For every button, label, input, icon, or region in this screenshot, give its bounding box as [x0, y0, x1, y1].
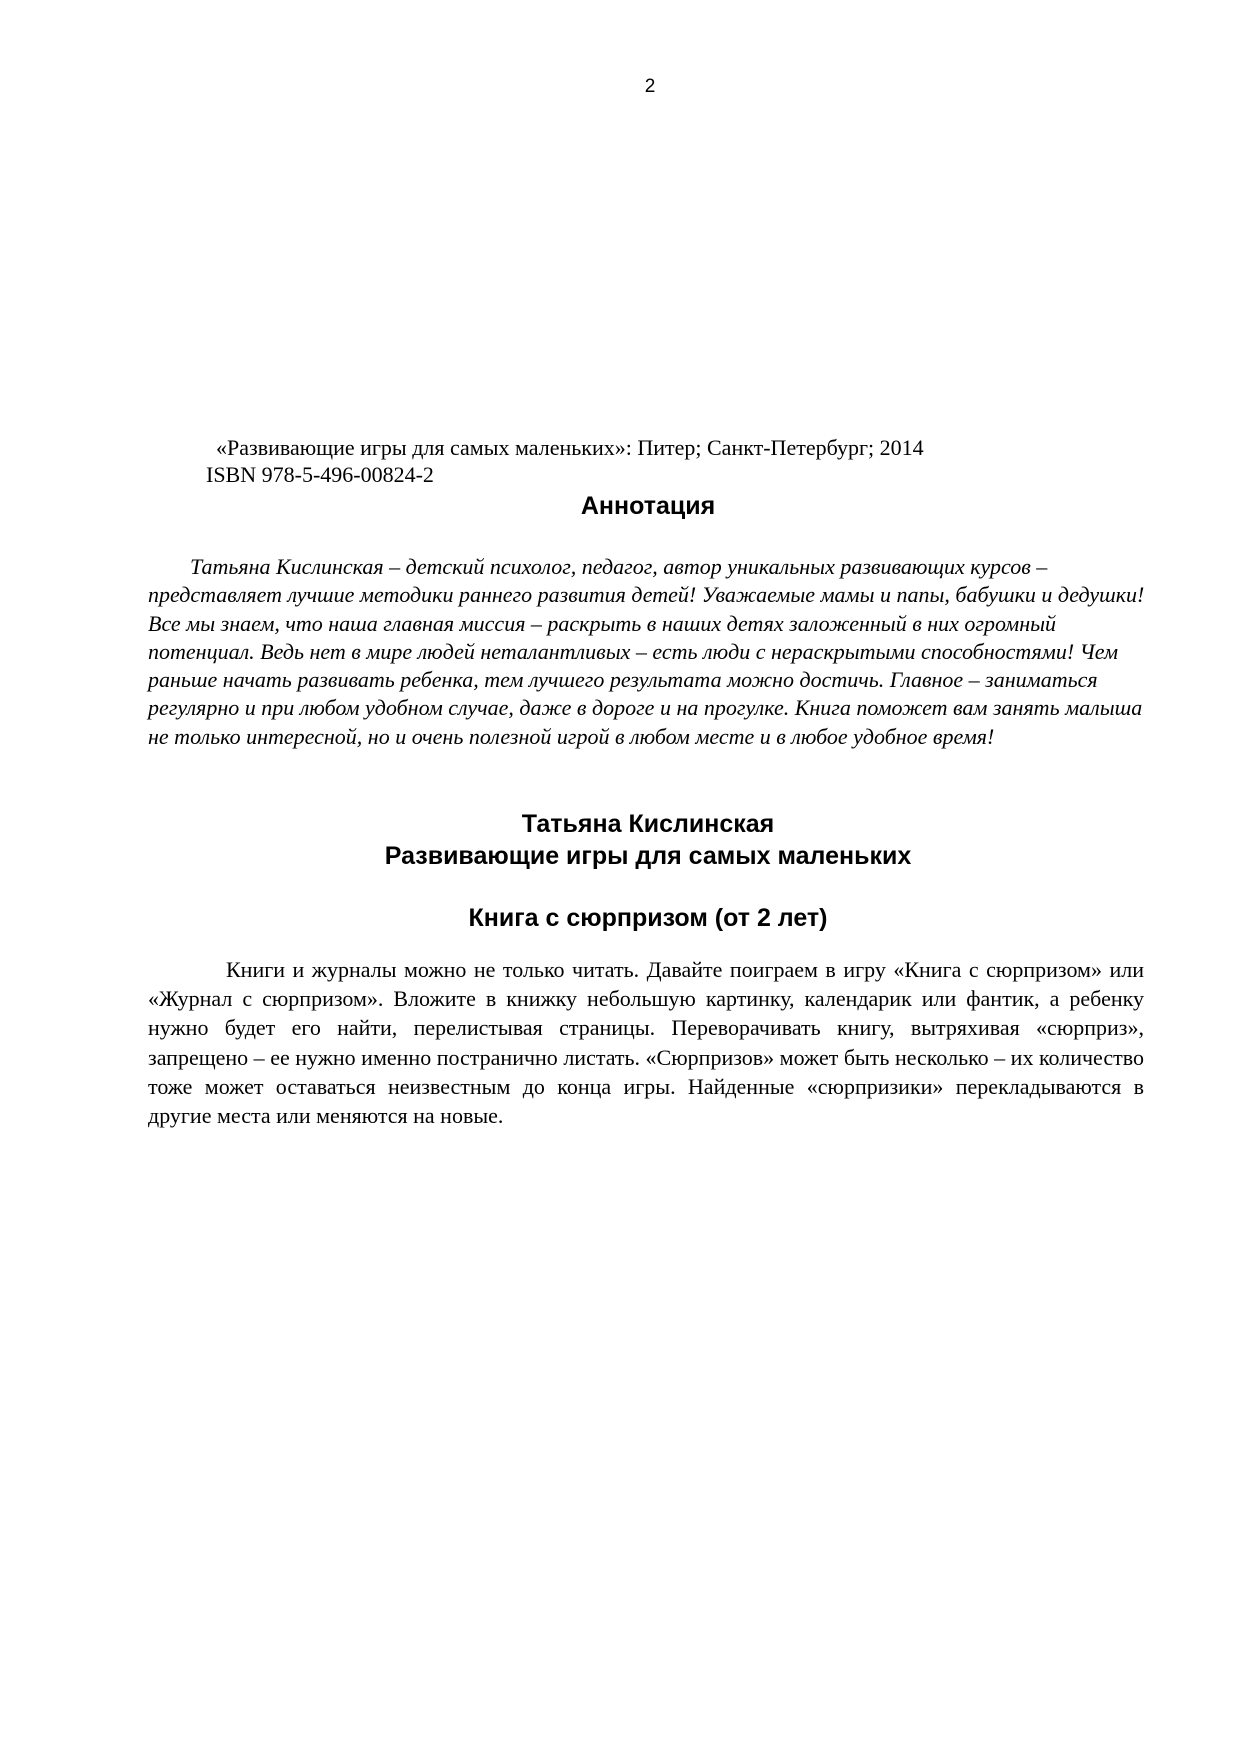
bibliographic-info: [206, 434, 1106, 488]
section-body-text: Книги и журналы можно не только читать. Давайте поиграем в игру «Книга с сюрпризом» или «Журнал с сюрпризом». Вложите в книжку небольшую картинку, календарик или фантик, а ребенку нужно будет его найти, перелистывая страницы. Переворачивать книгу, вытряхивая «сюрприз», запрещено – ее нужно именно постранично листать. «Сюрпризов» может быть несколько – их количество тоже может оставаться неизвестным до конца игры. Найденные «сюрпризики» перекладываются в другие места или меняются на новые.: [148, 957, 1144, 1129]
annotation-text: Татьяна Кислинская – детский психолог, педагог, автор уникальных развивающих курсов – представляет лучшие методики раннего развития детей! Уважаемые мамы и папы, бабушки и дедушки! Все мы знаем, что наша главная миссия – раскрыть в наших детях заложенный в них огромный потенциал. Ведь нет в мире людей неталантливых – есть люди с нераскрытыми способностями! Чем раньше начать развивать ребенка, тем лучшего результата можно достичь. Главное – заниматься регулярно и при любом удобном случае, даже в дороге и на прогулке. Книга поможет вам занять малыша не только интересной, но и очень полезной игрой в любом месте и в любое удобное время!: [148, 554, 1145, 749]
publication-line: «Развивающие игры для самых маленьких»: Питер; Санкт-Петербург; 2014: [216, 435, 924, 460]
book-author: Татьяна Кислинская: [521, 810, 775, 838]
annotation-heading: Аннотация: [580, 492, 716, 520]
section-heading: Книга с сюрпризом (от 2 лет): [468, 904, 828, 932]
isbn-line: ISBN 978-5-496-00824-2: [206, 462, 434, 487]
page-number: 2: [644, 76, 656, 97]
book-title: Развивающие игры для самых маленьких: [384, 842, 912, 870]
